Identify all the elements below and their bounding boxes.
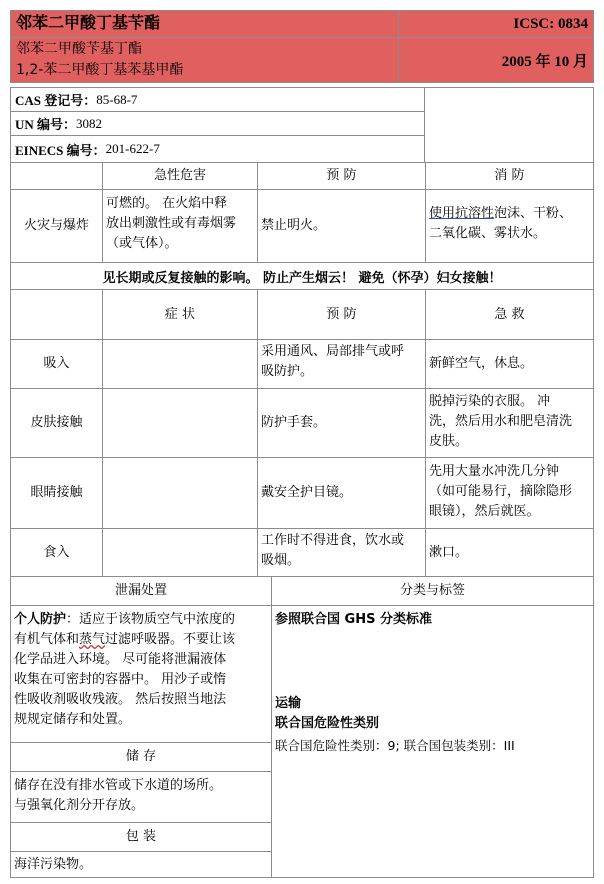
firefighting-text-2: 二氧化碳、雾状水。 [429,226,547,241]
date-cell [398,37,594,83]
personal-protection-label: 个人防护 [14,612,67,627]
exposure-header-symptoms: 症 状 [102,289,258,340]
inhalation-label: 吸入 [10,339,103,389]
exposure-header-first-aid: 急 救 [425,289,594,340]
eyes-first-aid-line: 眼镜），然后就医。 [429,504,540,519]
skin-prevention-text: 防护手套。 [261,415,327,430]
spelling-marked-word: 蒸气 [79,632,106,647]
eyes-prevention-text: 戴安全护目镜。 [261,485,353,500]
cas-label: CAS 登记号： [15,93,97,108]
ingestion-first-aid-text: 漱口。 [429,544,469,560]
eyes-first-aid-line: 先用大量水冲洗几分钟 [429,464,560,479]
hazard-header-prevention: 预 防 [257,162,426,190]
ghs-classification-title: 参照联合国 GHS 分类标准 [275,612,432,627]
exposure-header-prevention: 预 防 [257,289,426,340]
exposure-warning: 见长期或反复接触的影响。 防止产生烟云！ 避免（怀孕）妇女接触！ [10,262,594,290]
hazard-header-blank [10,162,103,190]
packaging-content [10,851,272,878]
fire-hazard-line: （或气体）。 [106,236,178,251]
inhalation-first-aid [425,339,594,389]
chemical-name-title: 邻苯二甲酸丁基苄酯 [16,15,161,32]
ingestion-symptoms [102,528,258,577]
skin-prevention [257,388,426,458]
cas-row [10,87,425,112]
fire-hazard-line: 放出刺激性或有毒烟雾 [106,216,237,231]
fire-prevention-cell [257,189,426,263]
fire-hazard-cell [102,189,258,263]
skin-label: 皮肤接触 [10,388,103,458]
spill-text: 过滤呼吸器。不要让该 [105,632,236,647]
spill-line: 规规定储存和处置。 [14,712,132,727]
firefighting-text: 泡沫、干粉、 [494,206,573,221]
eyes-label: 眼睛接触 [10,457,103,529]
exposure-header-blank [10,289,103,340]
hazard-header-acute: 急性危害 [102,162,258,190]
skin-first-aid-line: 脱掉污染的衣服。 冲 [429,394,551,409]
un-hazard-class-title: 联合国危险性类别 [275,716,380,731]
un-value: 3082 [76,115,103,131]
packaging-text: 海洋污染物。 [14,856,93,872]
un-label: UN 编号： [15,117,77,132]
spill-text: 有机气体和 [14,632,80,647]
eyes-first-aid-line: （如可能易行，摘除隐形 [429,484,573,499]
fire-prevention-text: 禁止明火。 [261,218,327,233]
spill-text: ：适应于该物质空气中浓度的 [66,612,236,627]
einecs-label: EINECS 编号： [15,142,106,158]
ingestion-label: 食入 [10,528,103,577]
einecs-value: 201-622-7 [105,141,160,156]
ingestion-prevention-line: 吸烟。 [261,553,301,568]
einecs-row [10,135,425,163]
packaging-header: 包 装 [10,822,272,852]
ingestion-prevention [257,528,426,577]
storage-header: 储 存 [10,742,272,772]
spill-line: 化学品进入环境。 尽可能将泄漏液体 [14,652,227,667]
hazard-header-firefighting: 消 防 [425,162,594,190]
icsc-number-cell [398,10,594,38]
inhalation-symptoms [102,339,258,389]
transport-title: 运输 [275,696,302,711]
cas-value: 85-68-7 [96,91,138,107]
inhalation-prevention-line: 吸防护。 [261,364,314,379]
spill-content [10,605,272,743]
un-row [10,111,425,136]
eyes-symptoms [102,457,258,529]
synonym-1: 邻苯二甲酸苄基丁酯 [16,41,142,57]
header-title-cell [10,10,399,38]
alcohol-resistant-term: 使用抗溶性 [429,206,495,221]
skin-first-aid-line: 皮肤。 [429,434,469,449]
inhalation-prevention [257,339,426,389]
storage-line: 与强氧化剂分开存放。 [14,798,145,813]
classification-content [271,605,594,878]
spill-line: 收集在可密封的容器中。 用沙子或惰 [14,672,227,687]
classification-header: 分类与标签 [271,576,594,606]
eyes-prevention [257,457,426,529]
storage-line: 储存在没有排水管或下水道的场所。 [14,778,223,793]
un-hazard-class-text: 联合国危险性类别：9; 联合国包装类别：III [275,738,515,753]
spill-line: 性吸收剂吸收残液。 然后按照当地法 [14,692,227,707]
inhalation-prevention-line: 采用通风、局部排气或呼 [261,344,405,359]
icsc-number: ICSC: 0834 [513,16,588,32]
skin-first-aid [425,388,594,458]
ingestion-first-aid [425,528,594,577]
fire-hazard-line: 可燃的。 在火焰中释 [106,196,228,211]
issue-date: 2005 年 10 月 [501,53,588,70]
ingestion-prevention-line: 工作时不得进食，饮水或 [261,533,405,548]
firefighting-cell [425,189,594,263]
synonyms-cell [10,37,399,83]
skin-symptoms [102,388,258,458]
fire-explosion-label: 火灾与爆炸 [10,189,103,263]
synonym-2: 1,2-苯二甲酸丁基苯基甲酯 [16,62,184,78]
spill-header: 泄漏处置 [10,576,272,606]
storage-content [10,771,272,823]
inhalation-first-aid-text: 新鲜空气，休息。 [429,356,534,371]
skin-first-aid-line: 洗，然后用水和肥皂清洗 [429,414,573,429]
eyes-first-aid [425,457,594,529]
identifier-blank-cell [424,87,594,163]
